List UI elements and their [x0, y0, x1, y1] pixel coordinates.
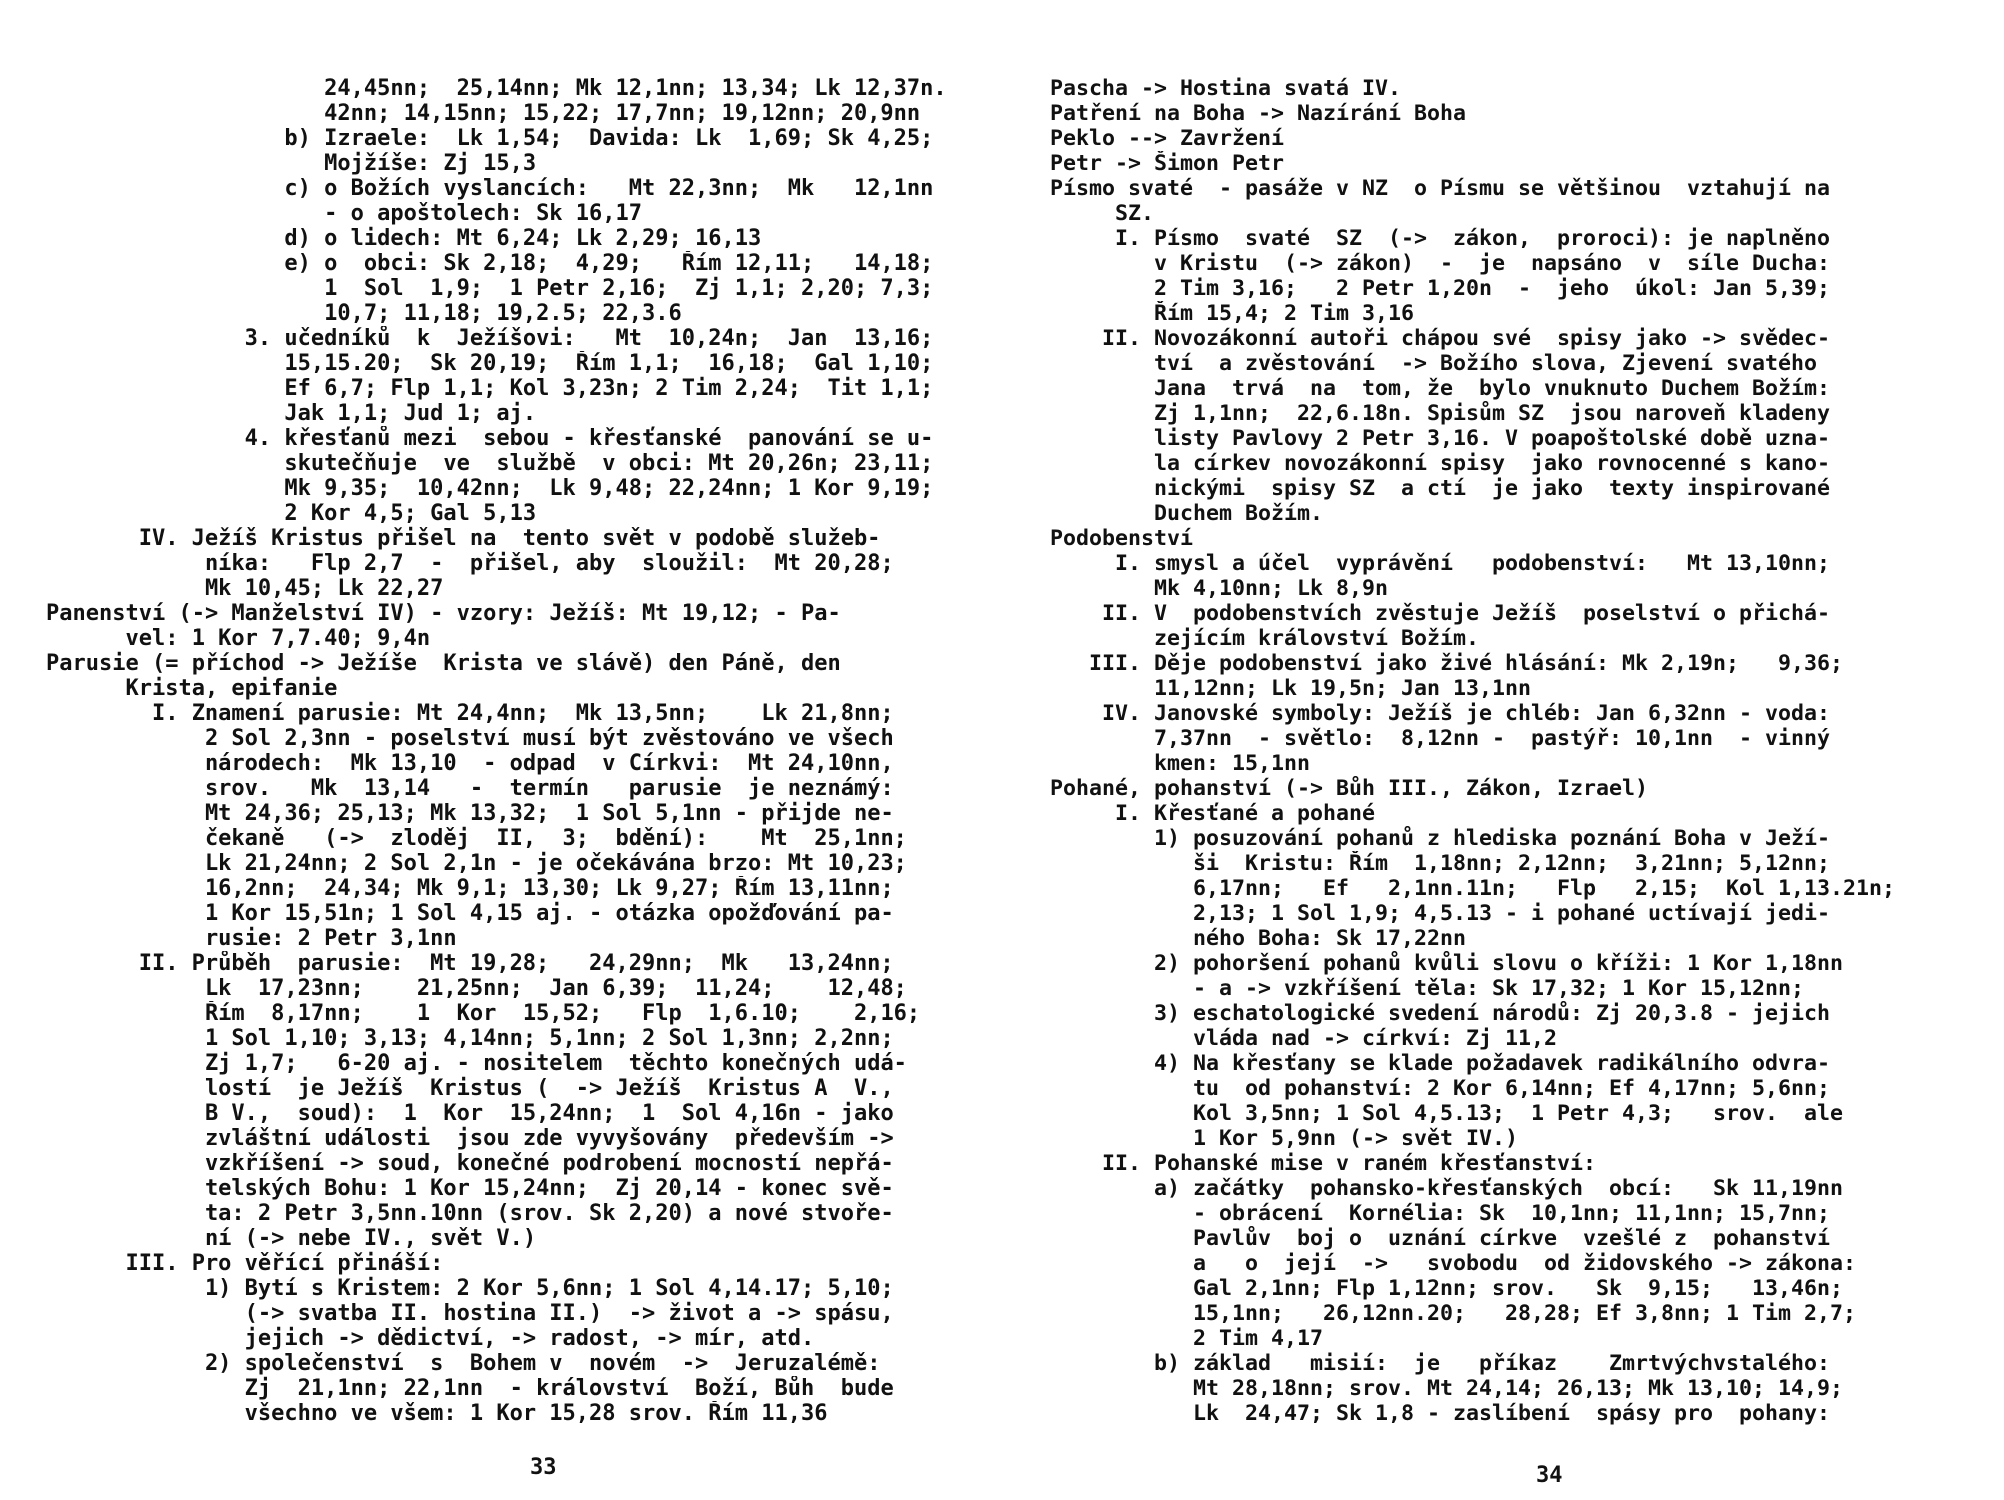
text-line: Lk 24,47; Sk 1,8 - zaslíbení spásy pro pohany: [1193, 1401, 1831, 1426]
text-line: telských Bohu: 1 Kor 15,24nn; Zj 20,14 - konec svě- [204, 1176, 894, 1201]
text-line: nickými spisy SZ a ctí je jako texty inspirované [1154, 476, 1831, 501]
text-line: zejícím království Božím. [1154, 626, 1480, 651]
text-line: III. Pro věřící přináší: [125, 1251, 444, 1276]
text-line: 1) posuzování pohanů z hlediska poznání Boha v Ježí- [1154, 826, 1831, 851]
left-page-text [46, 76, 981, 1426]
text-line: Pavlův boj o uznání církve vzešlé z pohanství [1193, 1226, 1831, 1251]
text-line: a) začátky pohansko-křesťanských obcí: Sk 11,19nn [1154, 1176, 1844, 1201]
text-line: II. Pohanské mise v raném křesťanství: [1102, 1151, 1597, 1176]
text-line: skutečňuje ve službě v obci: Mt 20,26n; 23,11; [284, 451, 934, 476]
text-line: Mojžíše: Zj 15,3 [324, 151, 537, 176]
text-line: Panenství (-> Manželství IV) - vzory: Ježíš: Mt 19,12; - Pa- [46, 601, 841, 626]
text-line: e) o obci: Sk 2,18; 4,29; Řím 12,11; 14,18; [284, 251, 934, 276]
text-line: níka: Flp 2,7 - přišel, aby sloužil: Mt 20,28; [204, 551, 894, 576]
text-line: - o apoštolech: Sk 16,17 [324, 201, 643, 226]
text-line: Písmo svaté - pasáže v NZ o Písmu se většinou vztahují na [1050, 176, 1831, 201]
text-line: B V., soud): 1 Kor 15,24nn; 1 Sol 4,16n - jako [204, 1101, 894, 1126]
text-line: I. Znamení parusie: Mt 24,4nn; Mk 13,5nn; Lk 21,8nn; [151, 701, 894, 726]
text-line: Jak 1,1; Jud 1; aj. [284, 401, 537, 426]
text-line: Zj 1,1nn; 22,6.18n. Spisům SZ jsou naroveň kladeny [1154, 401, 1831, 426]
right-page [1002, 0, 2004, 1500]
text-line: I. Písmo svaté SZ (-> zákon, proroci): je naplněno [1115, 226, 1831, 251]
text-line: srov. Mk 13,14 - termín parusie je neznámý: [204, 776, 894, 801]
text-line: 15,1nn; 26,12nn.20; 28,28; Ef 3,8nn; 1 Tim 2,7; [1193, 1301, 1857, 1326]
text-line: II. Novozákonní autoři chápou své spisy jako -> svědec- [1102, 326, 1831, 351]
text-line: zvláštní události jsou zde vyvyšovány především -> [204, 1126, 894, 1151]
text-line: Parusie (= příchod -> Ježíše Krista ve slávě) den Páně, den [46, 651, 841, 676]
text-line: 7,37nn - světlo: 8,12nn - pastýř: 10,1nn - vinný [1154, 726, 1831, 751]
text-line: 15,15.20; Sk 20,19; Řím 1,1; 16,18; Gal 1,10; [284, 351, 934, 376]
text-line: 3) eschatologické svedení národů: Zj 20,3.8 - jejich [1154, 1001, 1831, 1026]
text-line: 10,7; 11,18; 19,2.5; 22,3.6 [324, 301, 682, 326]
text-line: vel: 1 Kor 7,7.40; 9,4n [125, 626, 431, 651]
text-line: ta: 2 Petr 3,5nn.10nn (srov. Sk 2,20) a nové stvoře- [204, 1201, 894, 1226]
text-line: tví a zvěstování -> Božího slova, Zjevení svatého [1154, 351, 1818, 376]
text-line: Pohané, pohanství (-> Bůh III., Zákon, Izrael) [1050, 776, 1649, 801]
text-line: 1 Sol 1,10; 3,13; 4,14nn; 5,1nn; 2 Sol 1,3nn; 2,2nn; [204, 1026, 894, 1051]
text-line: 1 Sol 1,9; 1 Petr 2,16; Zj 1,1; 2,20; 7,3; [324, 276, 934, 301]
text-line: III. Děje podobenství jako živé hlásání: Mk 2,19n; 9,36; [1089, 651, 1844, 676]
text-line: IV. Janovské symboly: Ježíš je chléb: Jan 6,32nn - voda: [1102, 701, 1831, 726]
text-line: 6,17nn; Ef 2,1nn.11n; Flp 2,15; Kol 1,13.21n; [1193, 876, 1896, 901]
text-line: 3. učedníků k Ježíšovi: Mt 10,24n; Jan 13,16; [244, 326, 934, 351]
text-line: kmen: 15,1nn [1154, 751, 1311, 776]
text-line: tu od pohanství: 2 Kor 6,14nn; Ef 4,17nn; 5,6nn; [1193, 1076, 1831, 1101]
text-line: Duchem Božím. [1154, 501, 1324, 526]
text-line: 2) pohoršení pohanů kvůli slovu o kříži: 1 Kor 1,18nn [1154, 951, 1844, 976]
text-line: 2 Kor 4,5; Gal 5,13 [284, 501, 537, 526]
text-line: Lk 17,23nn; 21,25nn; Jan 6,39; 11,24; 12,48; [204, 976, 907, 1001]
text-line: II. Průběh parusie: Mt 19,28; 24,29nn; Mk 13,24nn; [138, 951, 894, 976]
text-line: všechno ve všem: 1 Kor 15,28 srov. Řím 11,36 [244, 1401, 828, 1426]
text-line: I. smysl a účel vyprávění podobenství: Mt 13,10nn; [1115, 551, 1831, 576]
text-line: Lk 21,24nn; 2 Sol 2,1n - je očekávána brzo: Mt 10,23; [204, 851, 907, 876]
text-line: Patření na Boha -> Nazírání Boha [1050, 101, 1467, 126]
text-line: Krista, epifanie [125, 676, 338, 701]
right-page-text [1050, 76, 1985, 1426]
text-line: jejich -> dědictví, -> radost, -> mír, atd. [244, 1326, 815, 1351]
text-line: 2) společenství s Bohem v novém -> Jeruzalémě: [204, 1351, 881, 1376]
text-line: Peklo --> Zavržení [1050, 126, 1285, 151]
text-line: Mk 10,45; Lk 22,27 [204, 576, 444, 601]
text-line: Petr -> Šimon Petr [1050, 151, 1285, 176]
text-line: 4. křesťanů mezi sebou - křesťanské panování se u- [244, 426, 934, 451]
text-line: 1 Kor 15,51n; 1 Sol 4,15 aj. - otázka opožďování pa- [204, 901, 894, 926]
text-line: rusie: 2 Petr 3,1nn [204, 926, 457, 951]
text-line: Kol 3,5nn; 1 Sol 4,5.13; 1 Petr 4,3; srov. ale [1193, 1101, 1844, 1126]
text-line: (-> svatba II. hostina II.) -> život a -> spásu, [244, 1301, 894, 1326]
text-line: národech: Mk 13,10 - odpad v Církvi: Mt 24,10nn, [204, 751, 894, 776]
text-line: lostí je Ježíš Kristus ( -> Ježíš Kristus A V., [204, 1076, 894, 1101]
text-line: ní (-> nebe IV., svět V.) [204, 1226, 537, 1251]
text-line: 16,2nn; 24,34; Mk 9,1; 13,30; Lk 9,27; Řím 13,11nn; [204, 876, 894, 901]
text-line: Ef 6,7; Flp 1,1; Kol 3,23n; 2 Tim 2,24; Tit 1,1; [284, 376, 934, 401]
text-line: - obrácení Kornélia: Sk 10,1nn; 11,1nn; 15,7nn; [1193, 1201, 1831, 1226]
text-line: b) základ misií: je příkaz Zmrtvýchvstalého: [1154, 1351, 1831, 1376]
right-page-number: 34 [1536, 1463, 1563, 1488]
text-line: Zj 1,7; 6-20 aj. - nositelem těchto konečných udá- [204, 1051, 907, 1076]
text-line: Mk 9,35; 10,42nn; Lk 9,48; 22,24nn; 1 Kor 9,19; [284, 476, 934, 501]
text-line: 2 Tim 3,16; 2 Petr 1,20n - jeho úkol: Jan 5,39; [1154, 276, 1831, 301]
text-line: Pascha -> Hostina svatá IV. [1050, 76, 1402, 101]
text-line: SZ. [1115, 201, 1155, 226]
text-line: IV. Ježíš Kristus přišel na tento svět v podobě služeb- [138, 526, 881, 551]
text-line: d) o lidech: Mt 6,24; Lk 2,29; 16,13 [284, 226, 762, 251]
text-line: ši Kristu: Řím 1,18nn; 2,12nn; 3,21nn; 5,12nn; [1193, 851, 1831, 876]
text-line: - a -> vzkříšení těla: Sk 17,32; 1 Kor 15,12nn; [1193, 976, 1805, 1001]
text-line: 24,45nn; 25,14nn; Mk 12,1nn; 13,34; Lk 12,37n. [324, 76, 947, 101]
left-page-number: 33 [530, 1455, 557, 1480]
text-line: Mt 24,36; 25,13; Mk 13,32; 1 Sol 5,1nn - přijde ne- [204, 801, 894, 826]
text-line: vzkříšení -> soud, konečné podrobení mocností nepřá- [204, 1151, 894, 1176]
text-line: II. V podobenstvích zvěstuje Ježíš poselství o přichá- [1102, 601, 1831, 626]
text-line: Podobenství [1050, 526, 1194, 551]
text-line: 11,12nn; Lk 19,5n; Jan 13,1nn [1154, 676, 1532, 701]
text-line: Řím 15,4; 2 Tim 3,16 [1154, 301, 1415, 326]
text-line: 2,13; 1 Sol 1,9; 4,5.13 - i pohané uctívají jedi- [1193, 901, 1831, 926]
text-line: čekaně (-> zloděj II, 3; bdění): Mt 25,1nn; [204, 826, 907, 851]
text-line: I. Křesťané a pohané [1115, 801, 1376, 826]
text-line: v Kristu (-> zákon) - je napsáno v síle Ducha: [1154, 251, 1831, 276]
text-line: Mk 4,10nn; Lk 8,9n [1154, 576, 1389, 601]
text-line: 2 Tim 4,17 [1193, 1326, 1324, 1351]
text-line: ného Boha: Sk 17,22nn [1193, 926, 1467, 951]
text-line: listy Pavlovy 2 Petr 3,16. V poapoštolské době uzna- [1154, 426, 1831, 451]
text-line: vláda nad -> církví: Zj 11,2 [1193, 1026, 1558, 1051]
text-line: la církev novozákonní spisy jako rovnocenné s kano- [1154, 451, 1831, 476]
text-line: 1 Kor 5,9nn (-> svět IV.) [1193, 1126, 1519, 1151]
text-line: Mt 28,18nn; srov. Mt 24,14; 26,13; Mk 13,10; 14,9; [1193, 1376, 1844, 1401]
text-line: b) Izraele: Lk 1,54; Davida: Lk 1,69; Sk 4,25; [284, 126, 934, 151]
text-line: a o její -> svobodu od židovského -> zákona: [1193, 1251, 1857, 1276]
text-line: Zj 21,1nn; 22,1nn - království Boží, Bůh bude [244, 1376, 894, 1401]
text-line: 4) Na křesťany se klade požadavek radikálního odvra- [1154, 1051, 1831, 1076]
text-line: 42nn; 14,15nn; 15,22; 17,7nn; 19,12nn; 20,9nn [324, 101, 921, 126]
text-line: 1) Bytí s Kristem: 2 Kor 5,6nn; 1 Sol 4,14.17; 5,10; [204, 1276, 894, 1301]
text-line: Jana trvá na tom, že bylo vnuknuto Duchem Božím: [1154, 376, 1831, 401]
text-line: 2 Sol 2,3nn - poselství musí být zvěstováno ve všech [204, 726, 894, 751]
text-line: Gal 2,1nn; Flp 1,12nn; srov. Sk 9,15; 13,46n; [1193, 1276, 1844, 1301]
text-line: c) o Božích vyslancích: Mt 22,3nn; Mk 12,1nn [284, 176, 934, 201]
text-line: Řím 8,17nn; 1 Kor 15,52; Flp 1,6.10; 2,16; [204, 1001, 921, 1026]
